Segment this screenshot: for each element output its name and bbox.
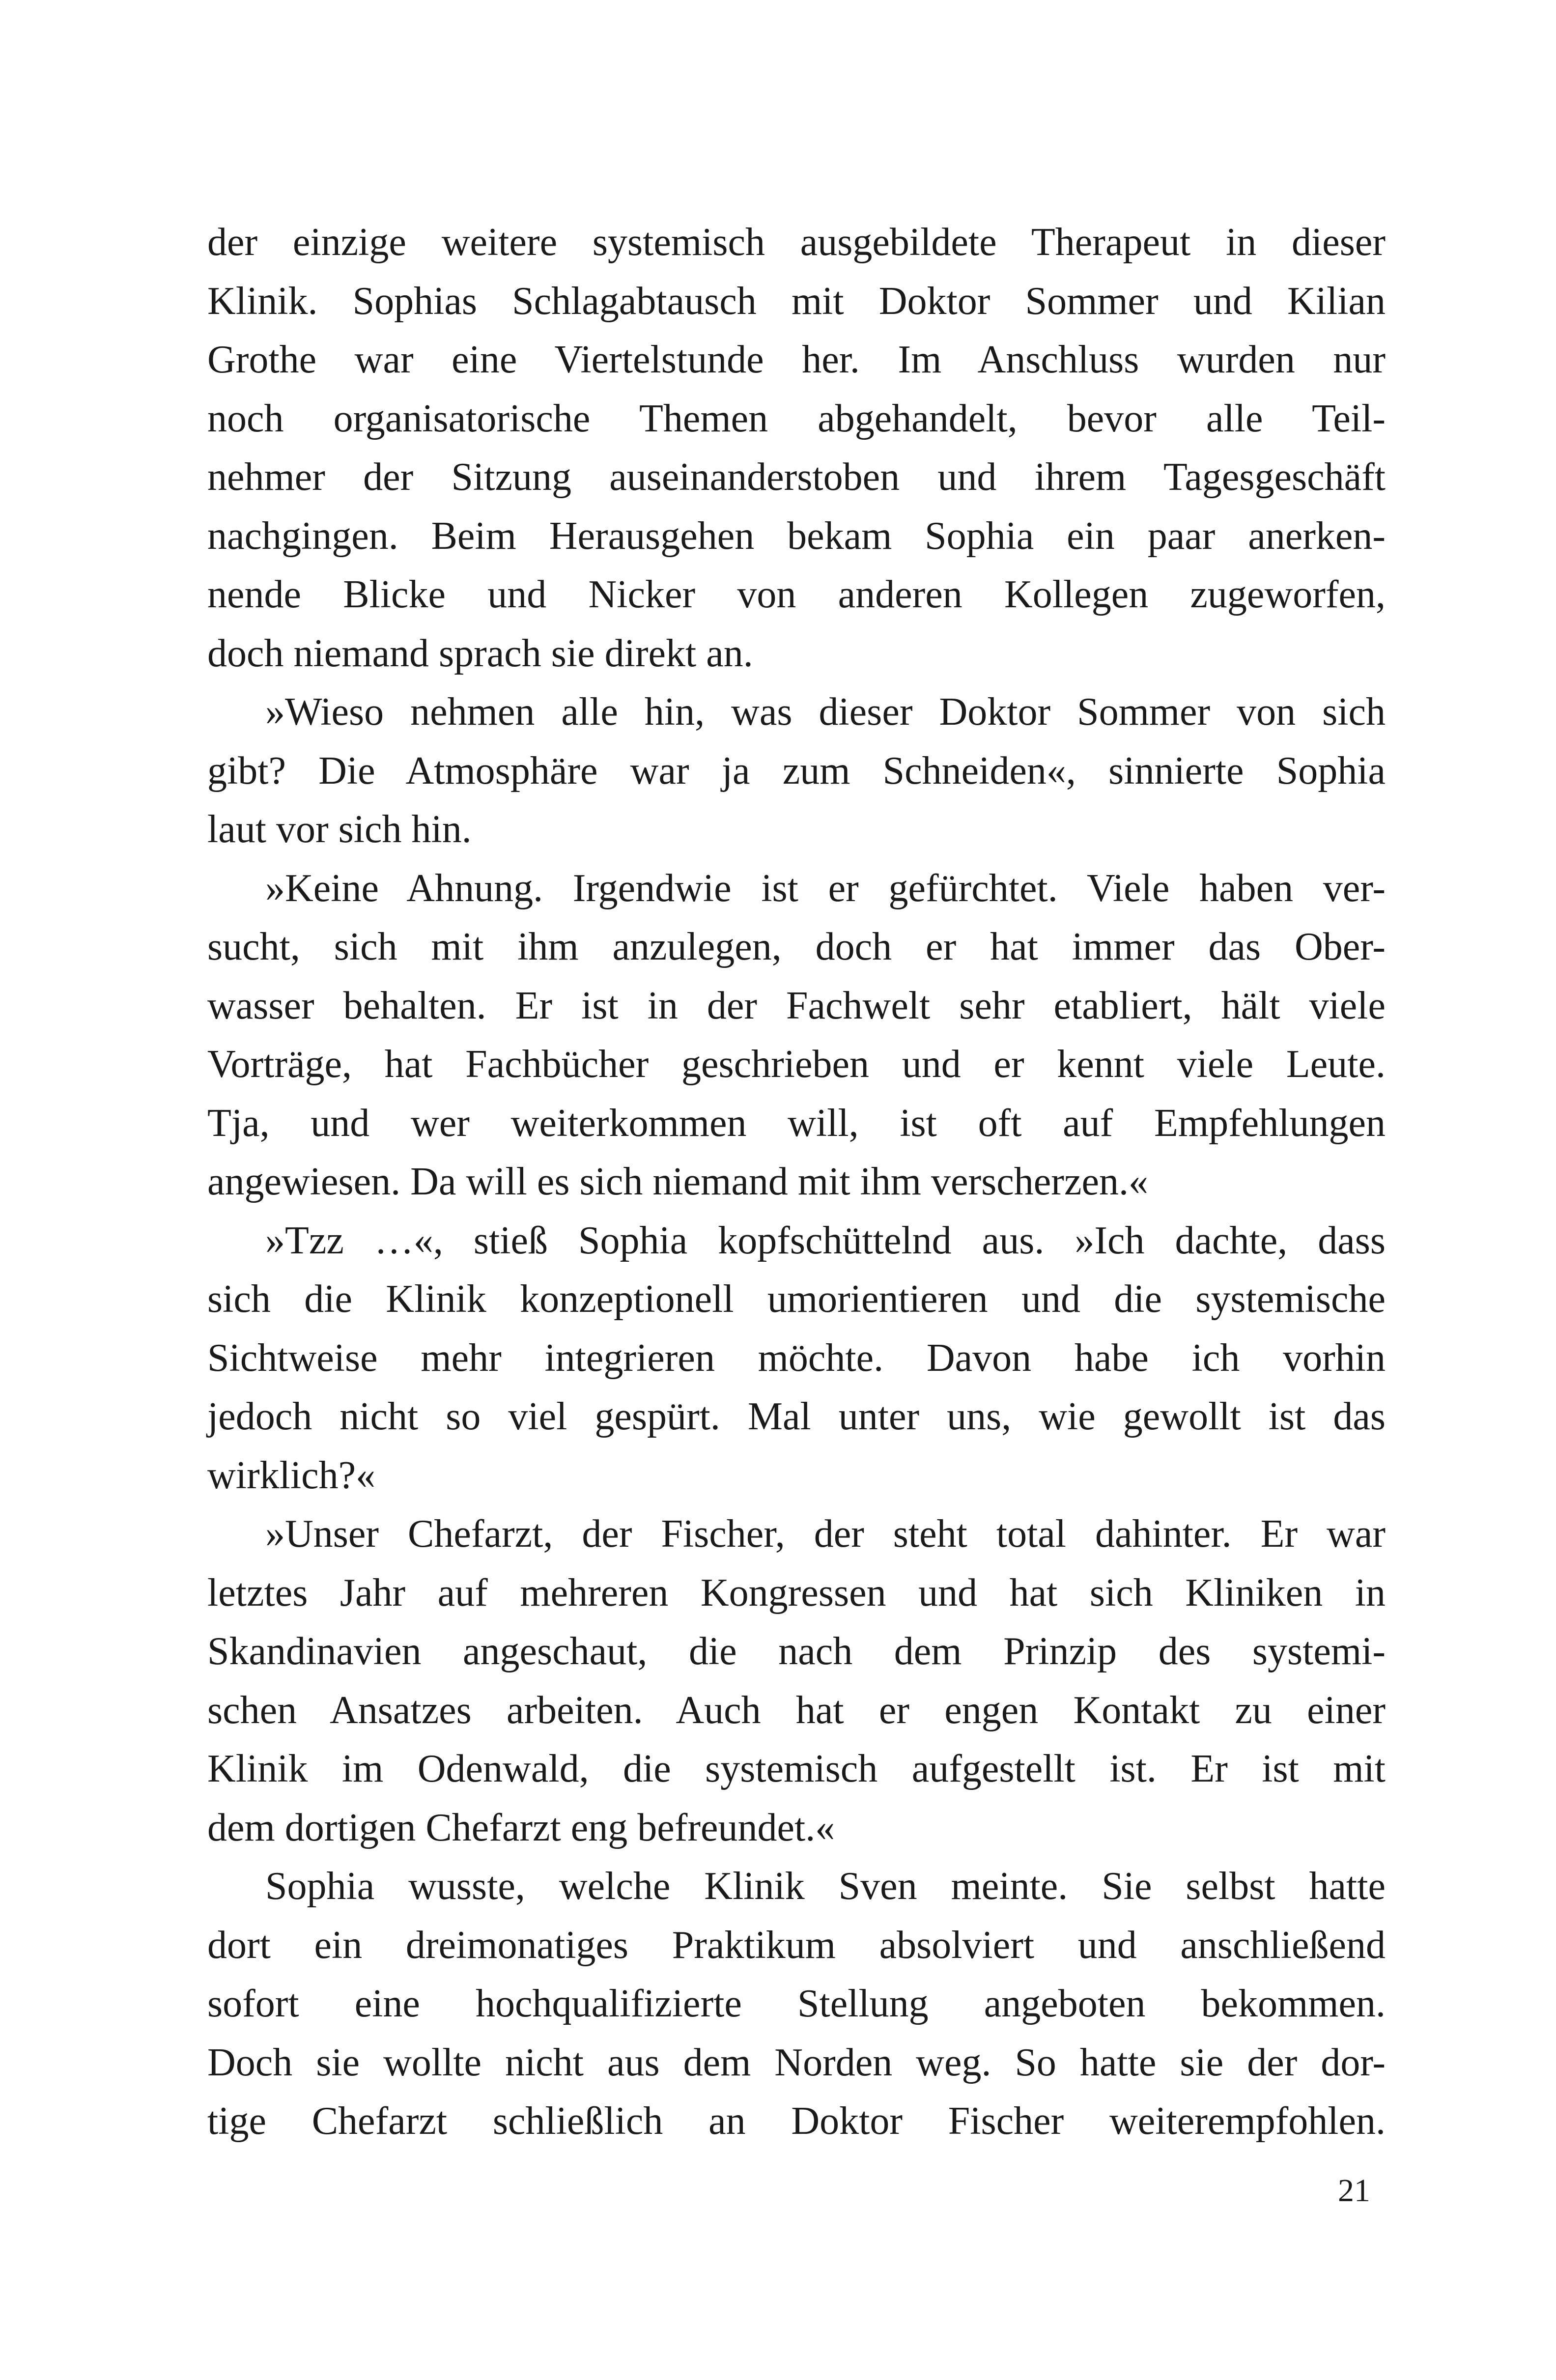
text-line: noch organisatorische Themen abgehandelt, bevor alle Teil- [207, 397, 1386, 440]
text-line: sofort eine hochqualifizierte Stellung angeboten bekommen. [207, 1982, 1386, 2025]
text-line: tige Chefarzt schließlich an Doktor Fischer weiterempfohlen. [207, 2099, 1386, 2143]
body-text [207, 213, 1386, 2151]
text-line: Vorträge, hat Fachbücher geschrieben und er kennt viele Leute. [207, 1043, 1386, 1086]
text-line: laut vor sich hin. [207, 808, 472, 851]
paragraph [207, 213, 1386, 683]
text-line: angewiesen. Da will es sich niemand mit ihm verscherzen.« [207, 1160, 1148, 1203]
text-line: Skandinavien angeschaut, die nach dem Prinzip des systemi- [207, 1630, 1386, 1673]
text-line: der einzige weitere systemisch ausgebildete Therapeut in dieser [207, 221, 1386, 264]
text-line: nende Blicke und Nicker von anderen Kollegen zugeworfen, [207, 573, 1386, 616]
text-line: Doch sie wollte nicht aus dem Norden weg. So hatte sie der dor- [207, 2040, 1386, 2084]
text-line: »Wieso nehmen alle hin, was dieser Doktor Sommer von sich [265, 690, 1386, 734]
text-line: »Keine Ahnung. Irgendwie ist er gefürchtet. Viele haben ver- [265, 866, 1386, 910]
text-line: wasser behalten. Er ist in der Fachwelt sehr etabliert, hält viele [207, 984, 1386, 1027]
text-line: Sichtweise mehr integrieren möchte. Davon habe ich vorhin [207, 1336, 1386, 1380]
text-line: dort ein dreimonatiges Praktikum absolviert und anschließend [207, 1923, 1386, 1967]
text-line: dem dortigen Chefarzt eng befreundet.« [207, 1806, 835, 1849]
text-line: Grothe war eine Viertelstunde her. Im Anschluss wurden nur [207, 338, 1386, 381]
text-line: Sophia wusste, welche Klinik Sven meinte. Sie selbst hatte [265, 1865, 1386, 1908]
text-line: doch niemand sprach sie direkt an. [207, 631, 753, 675]
text-line: jedoch nicht so viel gespürt. Mal unter uns, wie gewollt ist das [207, 1395, 1386, 1438]
text-line: nachgingen. Beim Herausgehen bekam Sophia ein paar anerken- [207, 514, 1386, 558]
text-line: Tja, und wer weiterkommen will, ist oft auf Empfehlungen [207, 1101, 1386, 1145]
text-line: sucht, sich mit ihm anzulegen, doch er hat immer das Ober- [207, 925, 1386, 968]
text-line: Klinik im Odenwald, die systemisch aufgestellt ist. Er ist mit [207, 1747, 1386, 1790]
text-line: »Unser Chefarzt, der Fischer, der steht total dahinter. Er war [265, 1512, 1386, 1556]
paragraph [207, 683, 1386, 859]
text-line: wirklich?« [207, 1453, 376, 1497]
paragraph [207, 1212, 1386, 1505]
paragraph [207, 1857, 1386, 2151]
paragraph [207, 859, 1386, 1212]
text-line: Klinik. Sophias Schlagabtausch mit Doktor Sommer und Kilian [207, 279, 1386, 323]
text-line: nehmer der Sitzung auseinanderstoben und ihrem Tagesgeschäft [207, 455, 1386, 499]
text-line: letztes Jahr auf mehreren Kongressen und hat sich Kliniken in [207, 1571, 1386, 1615]
text-line: »Tzz …«, stieß Sophia kopfschüttelnd aus. »Ich dachte, dass [265, 1218, 1386, 1262]
text-line: sich die Klinik konzeptionell umorientieren und die systemische [207, 1277, 1386, 1321]
text-line: gibt? Die Atmosphäre war ja zum Schneiden«, sinnierte Sophia [207, 749, 1386, 793]
page-number: 21 [1338, 2173, 1370, 2209]
paragraph [207, 1505, 1386, 1857]
text-line: schen Ansatzes arbeiten. Auch hat er engen Kontakt zu einer [207, 1688, 1386, 1732]
